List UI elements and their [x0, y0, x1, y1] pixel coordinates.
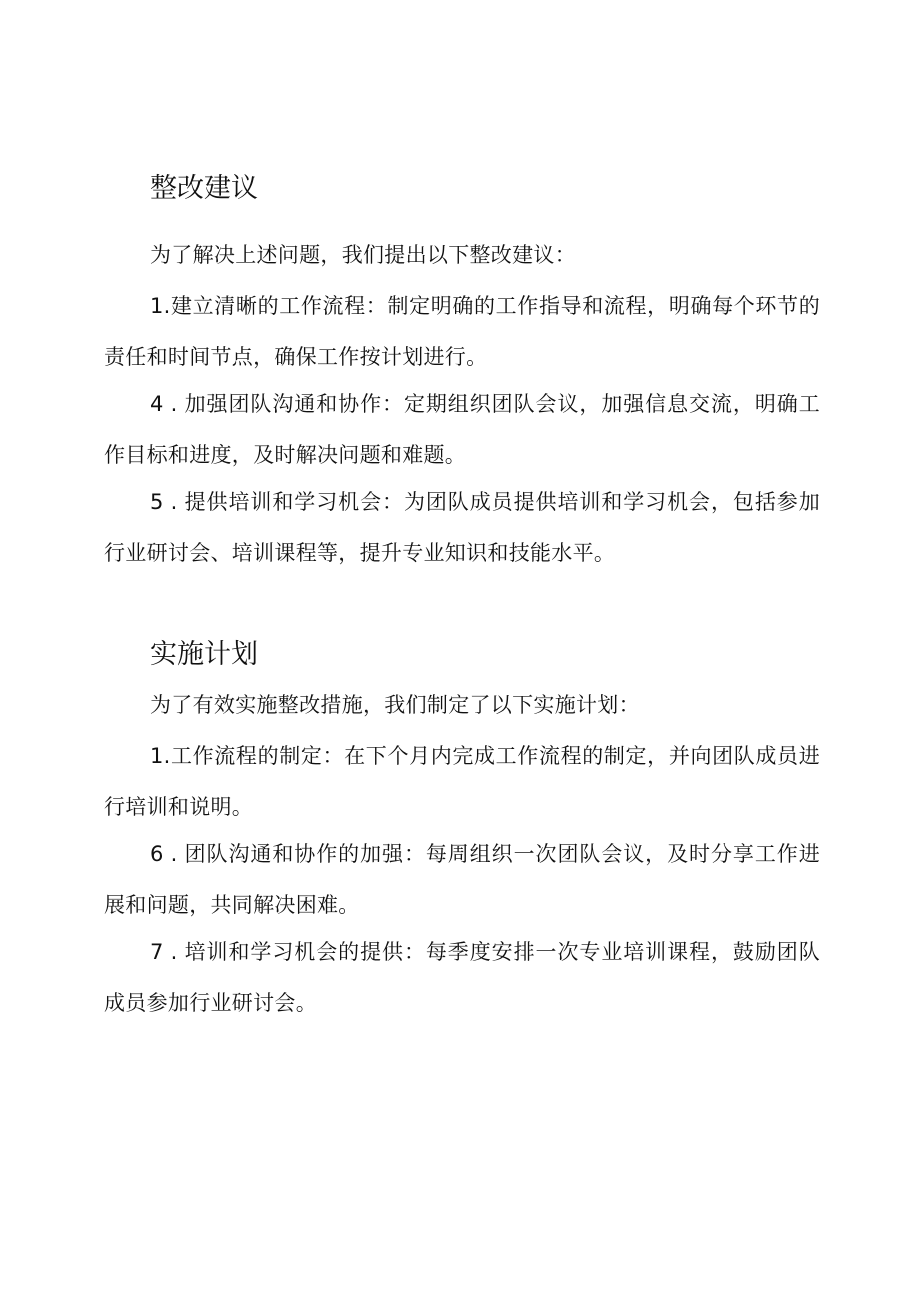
list-item: [104, 731, 820, 833]
section-intro-rectification: 为了解决上述问题，我们提出以下整改建议：: [150, 243, 576, 267]
item-text: 加强团队沟通和协作：定期组织团队会议，加强信息交流，明确工作目标和进度，及时解决问题和难题。: [104, 392, 820, 467]
list-item: [104, 477, 820, 579]
list-item: [104, 281, 820, 383]
section-intro-plan: 为了有效实施整改措施，我们制定了以下实施计划：: [150, 693, 640, 717]
item-text: 建立清晰的工作流程：制定明确的工作指导和流程，明确每个环节的责任和时间节点，确保工作按计划进行。: [104, 294, 820, 369]
item-number: 1.: [150, 744, 171, 768]
item-number: 1.: [150, 294, 171, 318]
list-item: [104, 829, 820, 931]
section-heading-rectification: 整改建议: [150, 173, 258, 204]
item-number: 4 .: [150, 392, 178, 416]
item-text: 工作流程的制定：在下个月内完成工作流程的制定，并向团队成员进行培训和说明。: [104, 744, 820, 819]
item-text: 培训和学习机会的提供：每季度安排一次专业培训课程，鼓励团队成员参加行业研讨会。: [104, 940, 820, 1015]
list-item: [104, 927, 820, 1029]
item-number: 6 .: [150, 842, 178, 866]
item-text: 提供培训和学习机会：为团队成员提供培训和学习机会，包括参加行业研讨会、培训课程等，提升专业知识和技能水平。: [104, 490, 820, 565]
section-heading-plan: 实施计划: [150, 639, 258, 670]
item-number: 7 .: [150, 940, 178, 964]
item-number: 5 .: [150, 490, 178, 514]
item-text: 团队沟通和协作的加强：每周组织一次团队会议，及时分享工作进展和问题，共同解决困难。: [104, 842, 820, 917]
list-item: [104, 379, 820, 481]
